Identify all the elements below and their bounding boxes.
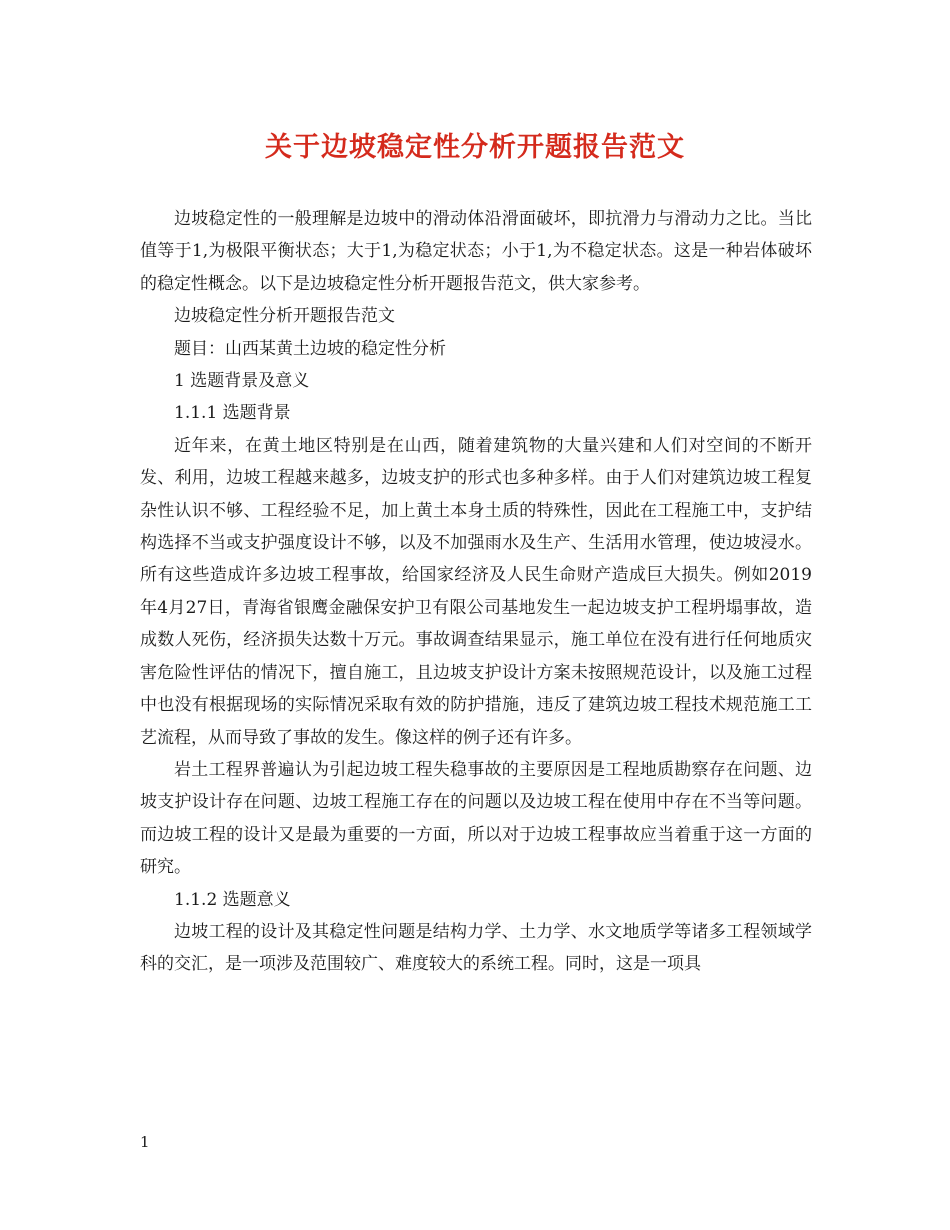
section-heading-1: 1 选题背景及意义 — [174, 371, 310, 392]
paragraph-intro: 边坡稳定性的一般理解是边坡中的滑动体沿滑面破坏，即抗滑力与滑动力之比。当比值等于1,为极限平衡状态；大于1,为稳定状态；小于1,为不稳定状态。这是一种岩体破坏的稳定性概念。以下是边坡稳定性分析开题报告范文，供大家参考。 — [140, 209, 812, 294]
paragraph-report-heading: 边坡稳定性分析开题报告范文 — [174, 306, 395, 327]
section-heading-1-1-2: 1.1.2 选题意义 — [174, 889, 291, 910]
section-heading-1-1-1: 1.1.1 选题背景 — [174, 403, 291, 424]
paragraph-topic: 题目：山西某黄土边坡的稳定性分析 — [174, 338, 446, 359]
document-title: 关于边坡稳定性分析开题报告范文 — [265, 132, 685, 163]
paragraph-significance: 边坡工程的设计及其稳定性问题是结构力学、土力学、水文地质学等诸多工程领域学科的交汇，是一项涉及范围较广、难度较大的系统工程。同时，这是一项具 — [140, 921, 812, 975]
page-number: 1 — [140, 1133, 150, 1151]
paragraph-background: 近年来，在黄土地区特别是在山西，随着建筑物的大量兴建和人们对空间的不断开发、利用，边坡工程越来越多，边坡支护的形式也多种多样。由于人们对建筑边坡工程复杂性认识不够、工程经验不足，加上黄土本身土质的特殊性，因此在工程施工中，支护结构选择不当或支护强度设计不够，以及不加强雨水及生产、生活用水管理，使边坡浸水。所有这些造成许多边坡工程事故，给国家经济及人民生命财产造成巨大损失。例如2019年4月27日，青海省银鹰金融保安护卫有限公司基地发生一起边坡支护工程坍塌事故，造成数人死伤，经济损失达数十万元。事故调查结果显示，施工单位在没有进行任何地质灾害危险性评估的情况下，擅自施工，且边坡支护设计方案未按照规范设计，以及施工过程中也没有根据现场的实际情况采取有效的防护措施，违反了建筑边坡工程技术规范施工工艺流程，从而导致了事故的发生。像这样的例子还有许多。 — [140, 435, 812, 748]
document-body — [140, 203, 812, 981]
paragraph-causes: 岩土工程界普遍认为引起边坡工程失稳事故的主要原因是工程地质勘察存在问题、边坡支护设计存在问题、边坡工程施工存在的问题以及边坡工程在使用中存在不当等问题。而边坡工程的设计又是最为重要的一方面，所以对于边坡工程事故应当着重于这一方面的研究。 — [140, 759, 812, 878]
